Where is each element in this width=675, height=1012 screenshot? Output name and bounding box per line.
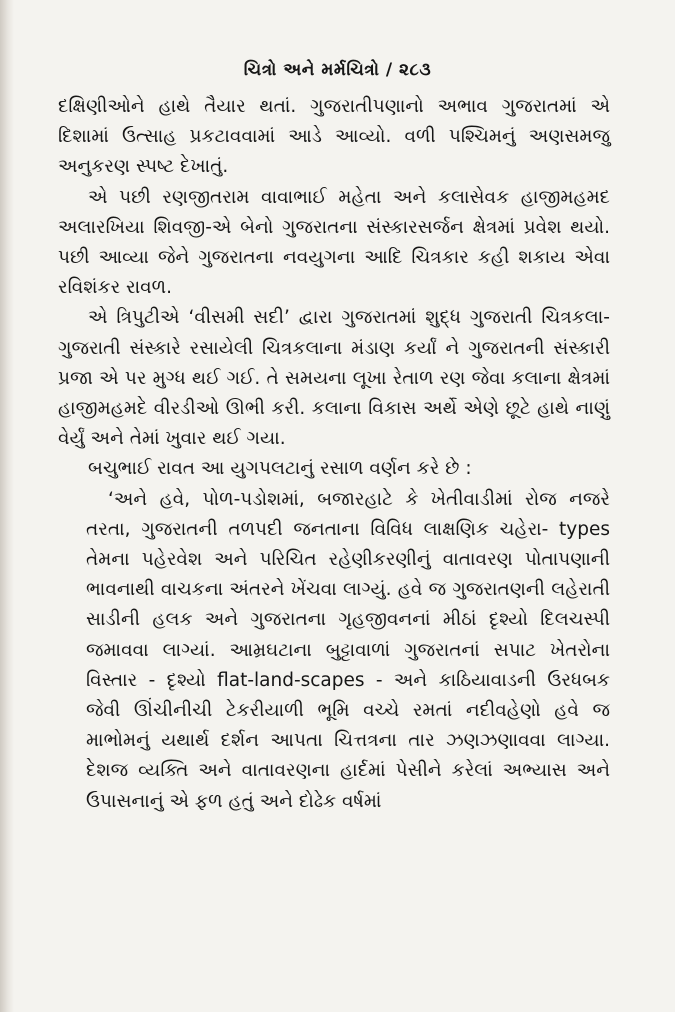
page-binding-shadow <box>0 0 14 1012</box>
paragraph-1: દક્ષિણીઓને હાથે તૈયાર થતાં. ગુજરાતીપણાનો અભાવ ગુજરાતમાં એ દિશામાં ઉત્સાહ પ્રકટાવવામાં આડે આવ્યો. વળી પશ્ચિમનું અણસમજુ અનુકરણ સ્પષ્ટ દેખાતું. <box>58 96 610 178</box>
paragraph-2: એ પછી રણજીતરામ વાવાભાઈ મહેતા અને કલાસેવક હાજીમહમદ અલારખિયા શિવજી-એ બેનો ગુજરાતના સંસ્કારસર્જન ક્ષેત્રમાં પ્રવેશ થયો. પછી આવ્યા જેને ગુજરાતના નવયુગના આદિ ચિત્રકાર કહી શકાય એવા રવિશંકર રાવળ. <box>58 186 610 299</box>
body-text <box>58 92 610 817</box>
paragraph-3: એ ત્રિપુટીએ ‘વીસમી સદી’ દ્વારા ગુજરાતમાં શુદ્ધ ગુજરાતી ચિત્રકલા-ગુજરાતી સંસ્કારે રસાયેલી ચિત્રકલાના મંડાણ કર્યાં ને ગુજરાતની સંસ્કારી પ્રજા એ પર મુગ્ધ થઈ ગઈ. તે સમયના લૂખા રેતાળ રણ જેવા કલાના ક્ષેત્રમાં હાજીમહમદે વીરડીઓ ઊભી કરી. કલાના વિકાસ અર્થે એણે છૂટે હાથે નાણું વેર્યું અને તેમાં ખુવાર થઈ ગયા. <box>58 307 610 450</box>
block-quote: ‘અને હવે, પોળ-પડોશમાં, બજારહાટે કે ખેતીવાડીમાં રોજ નજરે તરતા, ગુજરાતની તળપદી જનતાના વિવિધ લાક્ષણિક ચહેરા- types તેમના પહેરવેશ અને પરિચિત રહેણીકરણીનું વાતાવરણ પોતાપણાની ભાવનાથી વાચકના અંતરને ખેંચવા લાગ્યું. હવે જ ગુજરાતણની લહેરાતી સાડીની હલક અને ગુજરાતના ગૃહજીવનનાં મીઠાં દૃશ્યો દિલચસ્પી જમાવવા લાગ્યાં. આમ્રઘટાના બુટ્ટાવાળાં ગુજરાતનાં સપાટ ખેતરોના વિસ્તાર - દૃશ્યો flat-land-scapes - અને કાઠિયાવાડની ઉરધબક જેવી ઊંચીનીચી ટેકરીયાળી ભૂમિ વચ્ચે રમતાં નદીવહેણો હવે જ માભોમનું યથાર્થ દર્શન આપતા ચિત્તત્રના તાર ઝણઝણાવવા લાગ્યા. દેશજ વ્યક્તિ અને વાતાવરણના હાર્દમાં પેસીને કરેલાં અભ્યાસ અને ઉપાસનાનું એ ફળ હતું અને દોઢેક વર્ષમાં <box>86 488 610 812</box>
running-header: ચિત્રો અને મર્મચિત્રો / ૨૮૩ <box>243 60 432 80</box>
quote-intro: બચુભાઈ રાવત આ યુગપલટાનું રસાળ વર્ણન કરે છે : <box>88 458 472 480</box>
